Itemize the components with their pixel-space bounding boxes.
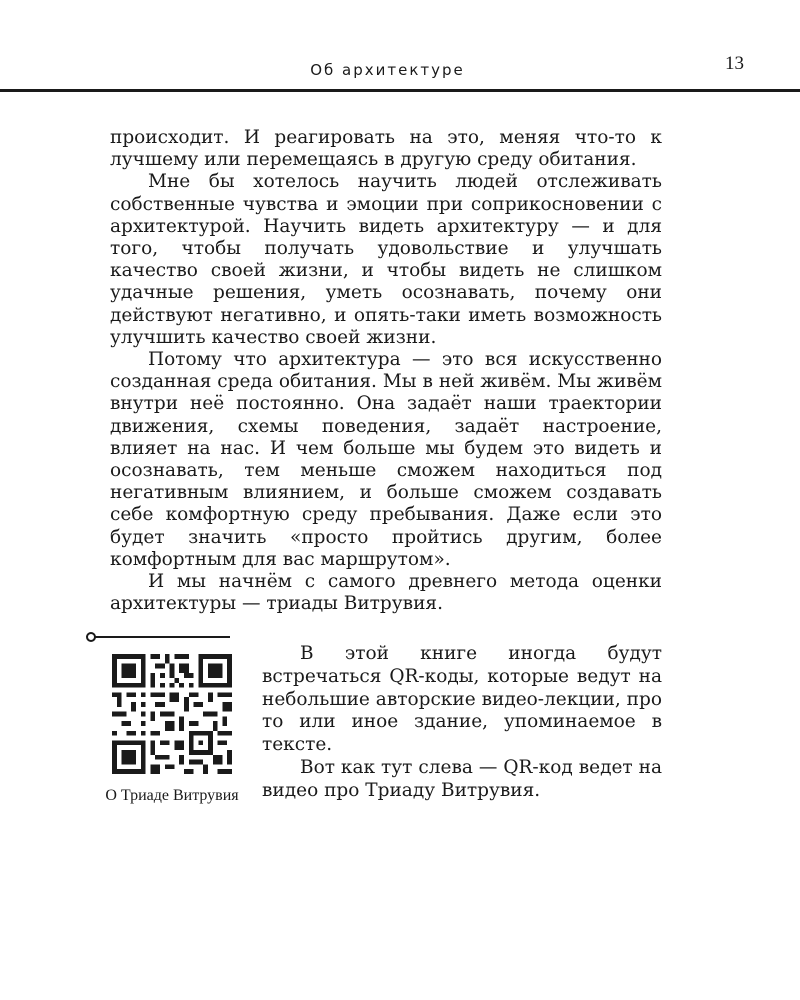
qr-code-icon[interactable] (112, 654, 232, 774)
paragraph: Вот как тут слева — QR-код ведет на видео про Триаду Витрувия. (262, 756, 662, 801)
paragraph: И мы начнём с самого древнего метода оценки архитектуры — триады Витрувия. (110, 571, 662, 615)
qr-caption: О Триаде Витрувия (105, 787, 239, 804)
sidenote-rule-dot (86, 632, 96, 642)
header-rule (0, 89, 800, 92)
paragraph: Потому что архитектура — это вся искусственно созданная среда обитания. Мы в ней живём. Мы живём внутри неё постоянно. Она задаёт наши траектории движения, схемы поведения, задаёт настроение, влияет на нас. И чем больше мы будем это видеть и осознавать, тем меньше сможем находиться под негативным влиянием, и больше сможем создавать себе комфортную среду пребывания. Даже если это будет значить «просто пройтись другим, более комфортным для вас маршрутом». (110, 349, 662, 570)
paragraph: В этой книге иногда будут встречаться QR-коды, которые ведут на небольшие авторские видео-лекции, про то или иное здание, упоминаемое в тексте. (262, 643, 662, 756)
running-title: Об архитектуре (310, 61, 465, 79)
main-text (110, 127, 662, 615)
paragraph: происходит. И реагировать на это, меняя что-то к лучшему или перемещаясь в другую среду обитания. (110, 127, 662, 171)
sidenote-rule (90, 636, 230, 638)
running-head (0, 53, 800, 82)
page-number: 13 (725, 53, 744, 74)
paragraph: Мне бы хотелось научить людей отслеживать собственные чувства и эмоции при соприкосновении с архитектурой. Научить видеть архитектуру — и для того, чтобы получать удовольствие и улучшать качество своей жизни, и чтобы видеть не слишком удачные решения, уметь осознавать, почему они действуют негативно, и опять-таки иметь возможность улучшить качество своей жизни. (110, 171, 662, 348)
qr-explanation (262, 643, 662, 803)
